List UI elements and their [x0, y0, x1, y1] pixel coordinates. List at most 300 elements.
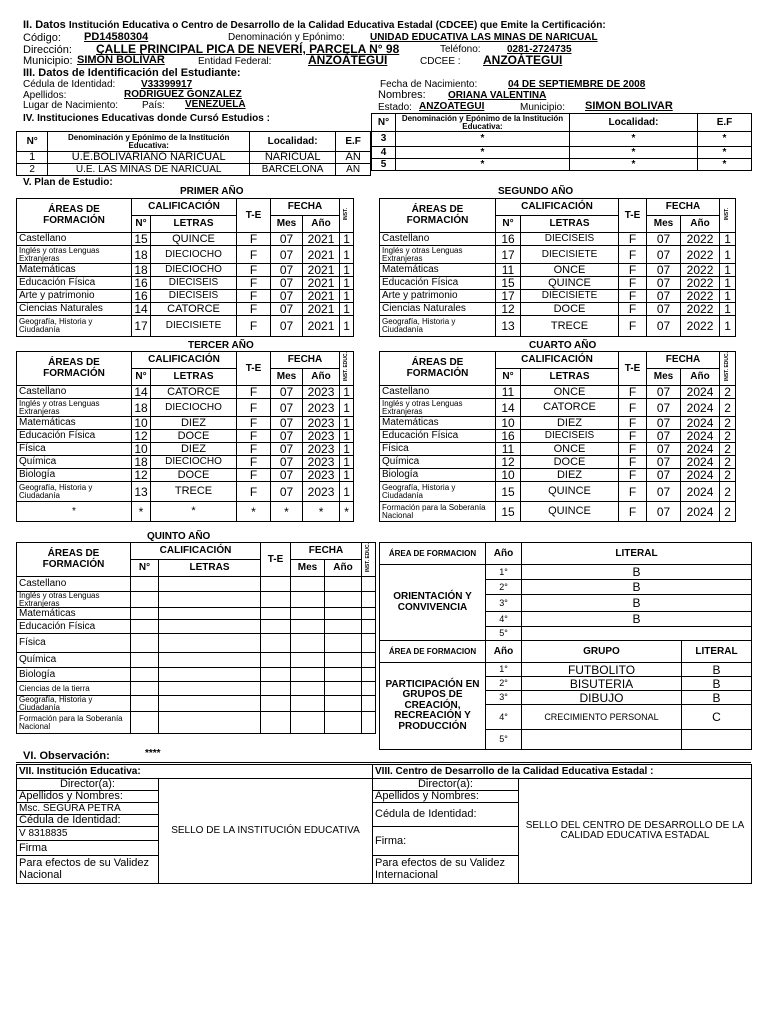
grade-te: F — [237, 246, 271, 264]
grade-te: F — [619, 264, 647, 277]
viii-cedula-label: Cédula de Identidad: — [373, 803, 519, 827]
grade-row — [380, 233, 736, 246]
grade-row — [17, 417, 354, 430]
header-areas: ÁREAS DE FORMACIÓN — [380, 199, 496, 233]
grade-mes: 07 — [271, 246, 303, 264]
grade-inst: 2 — [720, 443, 736, 456]
grade-inst: 1 — [720, 303, 736, 316]
grade-anio: 2021 — [303, 277, 340, 290]
grade-te: F — [237, 456, 271, 469]
telefono-value: 0281-2724735 — [507, 44, 572, 55]
grade-anio: 2022 — [681, 303, 720, 316]
area-name: Arte y patrimonio — [17, 290, 132, 303]
area-name: Castellano — [17, 386, 132, 399]
inst-loc: * — [570, 159, 698, 171]
header-n: N° — [131, 560, 159, 577]
grade-row — [17, 577, 376, 592]
grade-row — [17, 246, 354, 264]
grade-letters: QUINCE — [151, 233, 237, 246]
grade-row — [17, 502, 354, 522]
grade-letters: DIEZ — [151, 417, 237, 430]
grade-row — [380, 456, 736, 469]
grade-te: F — [619, 469, 647, 482]
grade-inst: 1 — [340, 290, 354, 303]
grade-anio: 2024 — [681, 430, 720, 443]
area-name: Castellano — [17, 233, 132, 246]
vii-apellidos-value: Msc. SEGURA PETRA — [17, 803, 159, 815]
vii-firma-label: Firma — [17, 841, 159, 856]
area-name: Geografía, Historia y Ciudadanía — [380, 316, 496, 337]
y1-table — [16, 198, 354, 337]
grade-te: F — [619, 417, 647, 430]
grade-mes: 07 — [271, 264, 303, 277]
grade-row — [17, 653, 376, 668]
area-name: Educación Física — [380, 430, 496, 443]
grade-number: 11 — [496, 443, 521, 456]
grade-row — [380, 430, 736, 443]
grade-inst: 1 — [720, 290, 736, 303]
grade-number: * — [132, 502, 151, 522]
header-letras: LETRAS — [159, 560, 261, 577]
grade-te: F — [619, 233, 647, 246]
grade-te: F — [237, 277, 271, 290]
pgc-grupo — [522, 730, 682, 750]
grade-te: F — [237, 316, 271, 337]
pgc-literal: C — [682, 705, 752, 730]
pgc-anio: 1° — [486, 663, 522, 677]
grade-letters: TRECE — [521, 316, 619, 337]
grade-te: F — [237, 233, 271, 246]
inst-n: 4 — [372, 147, 396, 159]
header-n: N° — [496, 216, 521, 233]
area-name: Biología — [17, 469, 132, 482]
grade-mes: 07 — [647, 469, 681, 482]
grade-te: F — [237, 482, 271, 502]
grade-number: 13 — [496, 316, 521, 337]
area-name: Matemáticas — [17, 264, 132, 277]
grade-anio: 2022 — [681, 233, 720, 246]
pgc-area: PARTICIPACIÓN EN GRUPOS DE CREACIÓN, RECREACIÓN Y PRODUCCIÓN — [380, 663, 486, 750]
inst-n: 2 — [17, 164, 48, 176]
grade-row — [17, 456, 354, 469]
area-name: Geografía, Historia y Ciudadanía — [17, 316, 132, 337]
grade-anio: 2021 — [303, 316, 340, 337]
ocv-literal: B — [522, 595, 752, 612]
inst-header-localidad: Localidad: — [250, 132, 336, 152]
inst-header-n: N° — [17, 132, 48, 152]
pgc-anio: 2° — [486, 677, 522, 691]
orientacion-table — [379, 542, 752, 641]
grade-mes: 07 — [647, 443, 681, 456]
area-name: Matemáticas — [17, 608, 131, 620]
grade-number: 16 — [496, 430, 521, 443]
vii-cedula-label: Cédula de Identidad: — [17, 815, 159, 827]
inst-header-n: N° — [372, 114, 396, 132]
grade-mes: 07 — [647, 246, 681, 264]
grade-mes: 07 — [271, 469, 303, 482]
pgc-literal — [682, 730, 752, 750]
codigo-label: Código: — [23, 32, 61, 44]
vii-cedula-value: V 8318835 — [17, 827, 159, 841]
header-calificacion: CALIFICACIÓN — [496, 199, 619, 216]
grade-letters: DIECISIETE — [521, 290, 619, 303]
grade-letters: ONCE — [521, 264, 619, 277]
grade-row — [17, 482, 354, 502]
grade-number: 14 — [132, 303, 151, 316]
grade-anio: 2023 — [303, 386, 340, 399]
grade-anio: 2022 — [681, 290, 720, 303]
grade-letters: DOCE — [151, 469, 237, 482]
inst-n: 3 — [372, 132, 396, 147]
grade-number: 12 — [132, 430, 151, 443]
grade-inst: 1 — [340, 386, 354, 399]
pgc-grupo: BISUTERIA — [522, 677, 682, 691]
grade-row — [380, 316, 736, 337]
area-name: Geografía, Historia y Ciudadanía — [17, 696, 131, 712]
municipio-value: SIMÓN BOLÍVAR — [77, 54, 165, 66]
grade-letters: DIECIOCHO — [151, 264, 237, 277]
inst-ef: * — [698, 132, 752, 147]
header-inst: INST. — [724, 207, 731, 221]
inst-name: * — [396, 159, 570, 171]
grade-te: F — [237, 430, 271, 443]
header-inst: INST. EDUC. — [724, 352, 731, 382]
ocv-anio: 5° — [486, 627, 522, 641]
header-letras: LETRAS — [521, 216, 619, 233]
direccion-label: Dirección: — [23, 44, 72, 56]
grade-letters: DIEZ — [151, 443, 237, 456]
direccion-value: CALLE PRINCIPAL PICA DE NEVERÍ, PARCELA N° 98 — [96, 42, 400, 56]
grade-letters: DIECIOCHO — [151, 246, 237, 264]
grade-row — [17, 712, 376, 734]
area-name: Química — [17, 653, 131, 668]
section-ii-heading — [23, 19, 606, 31]
ocv-literal: B — [522, 565, 752, 580]
grade-row — [380, 290, 736, 303]
grade-row — [17, 634, 376, 653]
grade-mes: 07 — [271, 399, 303, 417]
inst-ef: * — [698, 159, 752, 171]
grade-anio: * — [303, 502, 340, 522]
telefono-label: Teléfono: — [440, 44, 481, 55]
section-iii-title: III. Datos de Identificación del Estudiante: — [23, 67, 241, 79]
grade-letters: DIEZ — [521, 417, 619, 430]
inst-name: * — [396, 147, 570, 159]
header-mes: Mes — [647, 369, 681, 386]
area-name: Educación Física — [17, 430, 132, 443]
grade-te: F — [619, 290, 647, 303]
inst-header-ef: E.F — [698, 114, 752, 132]
grade-row — [17, 443, 354, 456]
grade-row — [17, 399, 354, 417]
grade-inst: 1 — [340, 264, 354, 277]
inst-row — [17, 164, 371, 176]
grade-row — [380, 277, 736, 290]
grade-mes: 07 — [647, 417, 681, 430]
header-fecha: FECHA — [291, 543, 362, 560]
grade-letters: TRECE — [151, 482, 237, 502]
grade-inst: 1 — [340, 456, 354, 469]
grade-letters: DOCE — [521, 456, 619, 469]
header-n: N° — [132, 369, 151, 386]
inst-header-ef: E.F — [336, 132, 371, 152]
grade-inst: 1 — [340, 303, 354, 316]
grade-mes: 07 — [271, 443, 303, 456]
grade-anio: 2022 — [681, 277, 720, 290]
viii-firma-label: Firma: — [373, 827, 519, 856]
area-name: Formación para la Soberanía Nacional — [17, 712, 131, 734]
ocv-anio: 1° — [486, 565, 522, 580]
header-mes: Mes — [647, 216, 681, 233]
grade-mes: 07 — [271, 277, 303, 290]
area-name: Castellano — [380, 386, 496, 399]
grade-te: F — [619, 277, 647, 290]
entidad-value: ANZOÁTEGUI — [308, 53, 388, 67]
grade-letters: DIECIOCHO — [151, 399, 237, 417]
inst-loc: * — [570, 132, 698, 147]
vii-director-label: Director(a): — [17, 779, 159, 791]
fecha-nac-value: 04 DE SEPTIEMBRE DE 2008 — [508, 79, 646, 90]
fecha-nac-label: Fecha de Nacimiento: — [380, 79, 478, 90]
ocv-header-area: ÁREA DE FORMACION — [380, 543, 486, 565]
grade-anio: 2023 — [303, 482, 340, 502]
area-name: Inglés y otras Lenguas Extranjeras — [17, 246, 132, 264]
grade-anio: 2024 — [681, 502, 720, 522]
municipio-label: Municipio: — [23, 55, 73, 67]
area-name: Ciencias de la tierra — [17, 682, 131, 696]
grade-letters: DIECISEIS — [521, 430, 619, 443]
grade-number: 18 — [132, 264, 151, 277]
ocv-anio: 3° — [486, 595, 522, 612]
grade-mes: 07 — [647, 316, 681, 337]
area-name: Educación Física — [17, 277, 132, 290]
grade-te: F — [619, 386, 647, 399]
pgc-header-area: ÁREA DE FORMACION — [380, 641, 486, 663]
grade-inst: * — [340, 502, 354, 522]
area-name: Física — [380, 443, 496, 456]
inst-header-denominacion: Denominación y Epónimo de la Institución Educativa: — [396, 114, 570, 132]
header-calificacion: CALIFICACIÓN — [132, 352, 237, 369]
entidad-label: Entidad Federal: — [198, 56, 272, 67]
grade-number: 16 — [132, 290, 151, 303]
header-fecha: FECHA — [647, 352, 720, 369]
grade-row — [17, 682, 376, 696]
grade-number: 18 — [132, 246, 151, 264]
grade-letters: QUINCE — [521, 502, 619, 522]
grade-mes: 07 — [647, 290, 681, 303]
header-letras: LETRAS — [151, 369, 237, 386]
grade-mes: 07 — [271, 290, 303, 303]
grade-row — [380, 443, 736, 456]
area-name: Ciencias Naturales — [380, 303, 496, 316]
grade-inst: 1 — [340, 233, 354, 246]
grade-letters: DIECISIETE — [521, 246, 619, 264]
grade-inst: 1 — [340, 482, 354, 502]
inst-loc: * — [570, 147, 698, 159]
grade-row — [17, 696, 376, 712]
grade-anio: 2021 — [303, 246, 340, 264]
y5-table — [16, 542, 376, 734]
grade-inst: 2 — [720, 386, 736, 399]
grade-row — [17, 608, 376, 620]
area-name: Química — [380, 456, 496, 469]
grade-row — [380, 469, 736, 482]
municipio-est-value: SIMON BOLIVAR — [585, 100, 673, 112]
grade-anio: 2021 — [303, 303, 340, 316]
ocv-literal: B — [522, 580, 752, 595]
grade-number: 15 — [496, 502, 521, 522]
cedula-value: V33399917 — [141, 79, 193, 90]
vii-title: VII. Institución Educativa: — [17, 765, 373, 779]
area-name: Formación para la Soberanía Nacional — [380, 502, 496, 522]
grade-letters: DOCE — [521, 303, 619, 316]
grade-te: * — [237, 502, 271, 522]
grade-letters: DIEZ — [521, 469, 619, 482]
grade-row — [17, 277, 354, 290]
inst-row — [372, 132, 752, 147]
inst-ef: AN — [336, 152, 371, 164]
grade-anio: 2024 — [681, 417, 720, 430]
grade-inst: 2 — [720, 469, 736, 482]
grade-number: 17 — [132, 316, 151, 337]
grade-anio: 2021 — [303, 290, 340, 303]
year3-title: TERCER AÑO — [188, 340, 254, 351]
header-letras: LETRAS — [151, 216, 237, 233]
grade-mes: 07 — [647, 430, 681, 443]
pgc-literal: B — [682, 677, 752, 691]
pgc-header-grupo: GRUPO — [522, 641, 682, 663]
grade-anio: 2022 — [681, 264, 720, 277]
grade-row — [380, 417, 736, 430]
grade-row — [17, 264, 354, 277]
header-mes: Mes — [291, 560, 325, 577]
grade-anio: 2023 — [303, 469, 340, 482]
area-name: Matemáticas — [380, 417, 496, 430]
grade-row — [380, 502, 736, 522]
grade-letters: CATORCE — [151, 303, 237, 316]
area-name: Matemáticas — [17, 417, 132, 430]
municipio-est-label: Municipio: — [520, 102, 566, 113]
grade-row — [17, 668, 376, 682]
viii-validez-internacional: Para efectos de su Validez Internacional — [373, 856, 519, 884]
grade-mes: 07 — [271, 482, 303, 502]
inst-n: 5 — [372, 159, 396, 171]
grade-mes: 07 — [647, 386, 681, 399]
vii-apellidos-label: Apellidos y Nombres: — [17, 791, 159, 803]
estado-value: ANZOATEGUI — [419, 101, 485, 112]
year2-title: SEGUNDO AÑO — [498, 186, 574, 197]
pgc-grupo: CRECIMIENTO PERSONAL — [522, 705, 682, 730]
grade-number: 12 — [496, 303, 521, 316]
ocv-header-literal: LITERAL — [522, 543, 752, 565]
inst-ef: AN — [336, 164, 371, 176]
grade-te: F — [619, 316, 647, 337]
y4-table — [379, 351, 736, 522]
grade-letters: DIECISEIS — [521, 233, 619, 246]
header-calificacion: CALIFICACIÓN — [131, 543, 261, 560]
grade-anio: 2023 — [303, 443, 340, 456]
grade-te: F — [619, 456, 647, 469]
grade-letters: QUINCE — [521, 277, 619, 290]
area-name: Física — [17, 634, 131, 653]
grade-inst: 1 — [340, 430, 354, 443]
grade-inst: 1 — [340, 417, 354, 430]
header-te: T-E — [261, 543, 291, 577]
grade-inst: 2 — [720, 456, 736, 469]
vii-validez-nacional: Para efectos de su Validez Nacional — [17, 856, 159, 884]
grade-number: 14 — [496, 399, 521, 417]
grade-te: F — [619, 482, 647, 502]
grade-anio: 2024 — [681, 399, 720, 417]
grade-number: 17 — [496, 290, 521, 303]
area-name: Química — [17, 456, 132, 469]
inst-loc: NARICUAL — [250, 152, 336, 164]
grade-letters: CATORCE — [151, 386, 237, 399]
header-areas: ÁREAS DE FORMACIÓN — [380, 352, 496, 386]
grade-number: 14 — [132, 386, 151, 399]
grade-inst: 1 — [340, 469, 354, 482]
area-name: Geografía, Historia y Ciudadanía — [17, 482, 132, 502]
grade-letters: DIECISIETE — [151, 316, 237, 337]
grade-anio: 2022 — [681, 316, 720, 337]
header-fecha: FECHA — [647, 199, 720, 216]
header-calificacion: CALIFICACIÓN — [132, 199, 237, 216]
codigo-value: PD14580304 — [84, 31, 149, 43]
grade-mes: * — [271, 502, 303, 522]
grade-letters: ONCE — [521, 386, 619, 399]
pgc-literal: B — [682, 691, 752, 705]
grade-number: 13 — [132, 482, 151, 502]
inst-name: * — [396, 132, 570, 147]
header-mes: Mes — [271, 369, 303, 386]
grade-inst: 1 — [340, 443, 354, 456]
area-name: Educación Física — [17, 620, 131, 634]
grade-letters: DIECISEIS — [151, 290, 237, 303]
nombres-label: Nombres: — [378, 89, 426, 101]
grade-te: F — [237, 399, 271, 417]
grade-inst: 1 — [720, 316, 736, 337]
ocv-header-anio: Año — [486, 543, 522, 565]
grade-inst: 2 — [720, 502, 736, 522]
grade-mes: 07 — [271, 303, 303, 316]
header-areas: ÁREAS DE FORMACIÓN — [17, 543, 131, 577]
pgc-anio: 4° — [486, 705, 522, 730]
header-n: N° — [132, 216, 151, 233]
grade-inst: 1 — [340, 277, 354, 290]
grade-inst: 2 — [720, 399, 736, 417]
header-anio: Año — [325, 560, 362, 577]
grade-mes: 07 — [647, 264, 681, 277]
grade-number: 10 — [132, 417, 151, 430]
grade-row — [17, 469, 354, 482]
institutions-table-left — [16, 131, 371, 176]
grade-number: 10 — [496, 417, 521, 430]
denominacion-value: UNIDAD EDUCATIVA LAS MINAS DE NARICUAL — [370, 32, 598, 43]
grade-inst: 2 — [720, 417, 736, 430]
viii-sello: SELLO DEL CENTRO DE DESARROLLO DE LA CALIDAD EDUCATIVA ESTADAL — [519, 779, 752, 884]
area-name: Educación Física — [380, 277, 496, 290]
grade-inst: 1 — [340, 316, 354, 337]
grade-mes: 07 — [271, 430, 303, 443]
area-name: Geografía, Historia y Ciudadanía — [380, 482, 496, 502]
grade-mes: 07 — [647, 482, 681, 502]
vii-sello: SELLO DE LA INSTITUCIÓN EDUCATIVA — [159, 779, 373, 884]
lugar-nac-label: Lugar de Nacimiento: — [23, 100, 119, 111]
grade-mes: 07 — [647, 456, 681, 469]
inst-header-denominacion: Denominación y Epónimo de la Institución Educativa: — [48, 132, 250, 152]
grade-te: F — [237, 443, 271, 456]
grade-mes: 07 — [647, 233, 681, 246]
